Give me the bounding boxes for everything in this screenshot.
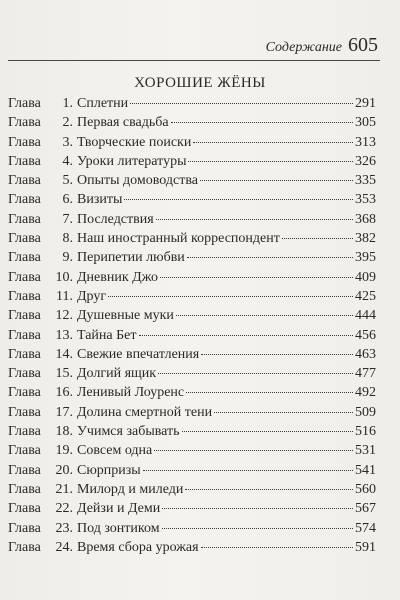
toc-entry [8,250,376,269]
chapter-number: 17. [55,404,73,420]
dot-leader [187,257,353,258]
chapter-word: Глава [8,211,41,227]
chapter-word: Глава [8,231,41,247]
chapter-page: 567 [355,501,376,517]
chapter-word: Глава [8,346,41,362]
chapter-title: Сюрпризы [77,462,141,478]
toc-entry [8,96,376,115]
chapter-page: 409 [355,269,376,285]
chapter-page: 463 [355,346,376,362]
chapter-title: Тайна Бет [77,327,137,343]
chapter-number: 3. [62,134,73,150]
toc-entry [8,540,376,559]
chapter-word: Глава [8,96,41,111]
toc-entry [8,173,376,192]
chapter-page: 353 [355,192,376,208]
toc-entry [8,482,376,501]
chapter-number: 4. [62,153,73,169]
chapter-title: Ленивый Лоуренс [77,385,185,401]
chapter-number: 9. [62,250,73,266]
chapter-number: 16. [55,385,73,401]
toc-entry [8,385,376,404]
chapter-number: 5. [62,173,73,189]
chapter-number: 22. [55,501,73,517]
chapter-page: 560 [355,481,376,497]
toc-entry [8,366,376,385]
chapter-title: Первая свадьба [77,115,169,131]
toc-entry [8,521,376,540]
chapter-title: Учимся забывать [77,424,180,440]
toc-entry [8,115,376,134]
chapter-number: 19. [55,443,73,459]
chapter-page: 395 [355,250,376,266]
chapter-title: Друг [77,288,107,304]
toc-entry [8,405,376,424]
chapter-word: Глава [8,250,41,266]
chapter-word: Глава [8,404,41,420]
toc-entry [8,231,376,250]
dot-leader [130,103,353,104]
chapter-page: 291 [355,96,376,111]
chapter-page: 305 [355,115,376,131]
chapter-word: Глава [8,153,41,169]
dot-leader [171,122,353,123]
dot-leader [176,315,353,316]
chapter-title: Долина смертной тени [77,404,213,420]
chapter-word: Глава [8,385,41,401]
chapter-number: 20. [55,462,73,478]
dot-leader [156,219,353,220]
header-title: Содержание [265,40,342,55]
chapter-page: 492 [355,385,376,401]
dot-leader [200,180,353,181]
dot-leader [124,199,353,200]
toc-entry [8,192,376,211]
chapter-number: 21. [55,481,73,497]
chapter-number: 18. [55,424,73,440]
chapter-page: 591 [355,539,376,555]
dot-leader [201,547,353,548]
toc-entry [8,501,376,520]
chapter-title: Творческие поиски [77,134,192,150]
dot-leader [139,335,354,336]
chapter-title: Душевные муки [77,308,174,324]
chapter-title: Милорд и миледи [77,481,184,497]
chapter-word: Глава [8,192,41,208]
chapter-word: Глава [8,520,41,536]
chapter-page: 444 [355,308,376,324]
chapter-word: Глава [8,443,41,459]
chapter-number: 13. [55,327,73,343]
chapter-title: Совсем одна [77,443,153,459]
chapter-page: 477 [355,366,376,382]
chapter-page: 509 [355,404,376,420]
dot-leader [154,450,353,451]
chapter-number: 2. [62,115,73,131]
toc-entry [8,328,376,347]
chapter-word: Глава [8,501,41,517]
toc-entry [8,463,376,482]
chapter-page: 574 [355,520,376,536]
toc-entry [8,424,376,443]
chapter-title: Наш иностранный корреспондент [77,231,280,247]
header-page-number: 605 [348,34,378,56]
chapter-page: 516 [355,424,376,440]
dot-leader [188,161,353,162]
dot-leader [162,528,353,529]
chapter-number: 14. [55,346,73,362]
chapter-number: 6. [62,192,73,208]
chapter-title: Время сбора урожая [77,539,199,555]
dot-leader [214,412,353,413]
running-header [266,34,378,57]
chapter-page: 313 [355,134,376,150]
chapter-number: 12. [55,308,73,324]
chapter-page: 456 [355,327,376,343]
chapter-number: 11. [56,288,73,304]
chapter-word: Глава [8,288,41,304]
chapter-title: Уроки литературы [77,153,187,169]
chapter-page: 382 [355,231,376,247]
dot-leader [162,508,353,509]
chapter-number: 10. [55,269,73,285]
chapter-title: Долгий ящик [77,366,157,382]
chapter-title: Последствия [77,211,154,227]
chapter-page: 425 [355,288,376,304]
chapter-number: 23. [55,520,73,536]
chapter-number: 8. [62,231,73,247]
chapter-title: Под зонтиком [77,520,160,536]
chapter-page: 531 [355,443,376,459]
chapter-title: Дневник Джо [77,269,159,285]
chapter-word: Глава [8,269,41,285]
chapter-word: Глава [8,173,41,189]
chapter-number: 15. [55,366,73,382]
dot-leader [108,296,353,297]
dot-leader [186,392,353,393]
chapter-word: Глава [8,539,41,555]
chapter-number: 7. [62,211,73,227]
chapter-word: Глава [8,134,41,150]
chapter-word: Глава [8,327,41,343]
header-rule [8,60,380,61]
table-of-contents [8,96,376,559]
dot-leader [158,373,353,374]
chapter-page: 541 [355,462,376,478]
toc-entry [8,270,376,289]
toc-entry [8,289,376,308]
toc-entry [8,212,376,231]
chapter-page: 368 [355,211,376,227]
chapter-title: Свежие впечатления [77,346,200,362]
toc-entry [8,347,376,366]
dot-leader [201,354,353,355]
chapter-number: 24. [55,539,73,555]
toc-entry [8,135,376,154]
toc-entry [8,443,376,462]
dot-leader [143,470,353,471]
chapter-word: Глава [8,115,41,131]
chapter-page: 326 [355,153,376,169]
toc-entry [8,154,376,173]
chapter-title: Визиты [77,192,123,208]
section-title: ХОРОШИЕ ЖЁНЫ [134,75,266,91]
chapter-title: Перипетии любви [77,250,185,266]
dot-leader [193,142,353,143]
chapter-title: Опыты домоводства [77,173,198,189]
chapter-title: Сплетни [77,96,129,111]
chapter-title: Дейзи и Деми [77,501,161,517]
chapter-word: Глава [8,481,41,497]
toc-entry [8,308,376,327]
chapter-page: 335 [355,173,376,189]
dot-leader [160,277,353,278]
dot-leader [182,431,353,432]
chapter-word: Глава [8,424,41,440]
dot-leader [282,238,353,239]
dot-leader [185,489,353,490]
chapter-number: 1. [62,96,73,111]
chapter-word: Глава [8,366,41,382]
chapter-word: Глава [8,462,41,478]
chapter-word: Глава [8,308,41,324]
